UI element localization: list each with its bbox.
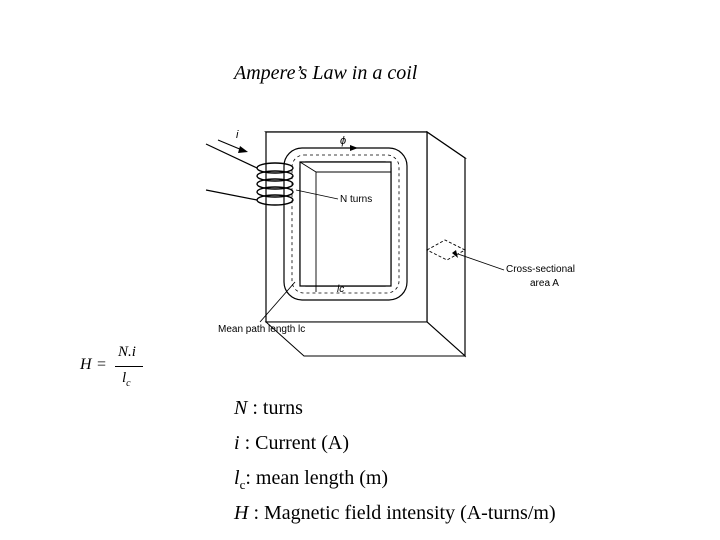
core-right-face	[427, 132, 465, 356]
cross-section-label-2: area A	[530, 278, 559, 289]
formula-lhs: H	[80, 356, 92, 373]
legend-row-mean-length: $l_c$: mean length (m)	[234, 467, 389, 492]
core-window	[300, 162, 391, 286]
formula-numerator: N.i	[118, 344, 136, 360]
current-arrow	[218, 140, 242, 150]
mean-path-label: Mean path length lc	[218, 324, 306, 335]
mean-length-label: lc	[337, 284, 345, 295]
flux-label: ϕ	[340, 135, 347, 147]
lead-top	[206, 144, 257, 168]
symbol-legend	[234, 394, 556, 534]
slide-title: Ampere’s Law in a coil	[234, 62, 418, 84]
formula-denominator: $l_c$	[122, 370, 131, 389]
current-arrowhead	[238, 146, 248, 153]
legend-row-turns: N : turns	[234, 397, 303, 419]
turns-label: N turns	[340, 194, 373, 205]
magnetic-core-figure	[200, 110, 600, 362]
legend-row-field-intensity: H : Magnetic field intensity (A-turns/m)	[234, 502, 556, 524]
cross-section-label-1: Cross-sectional	[506, 264, 575, 275]
formula-equals: =	[97, 356, 107, 373]
legend-row-current: i : Current (A)	[234, 432, 349, 454]
current-label: i	[236, 129, 239, 141]
fraction-bar	[115, 366, 143, 367]
field-intensity-formula	[80, 344, 160, 392]
lead-bottom	[206, 190, 257, 200]
